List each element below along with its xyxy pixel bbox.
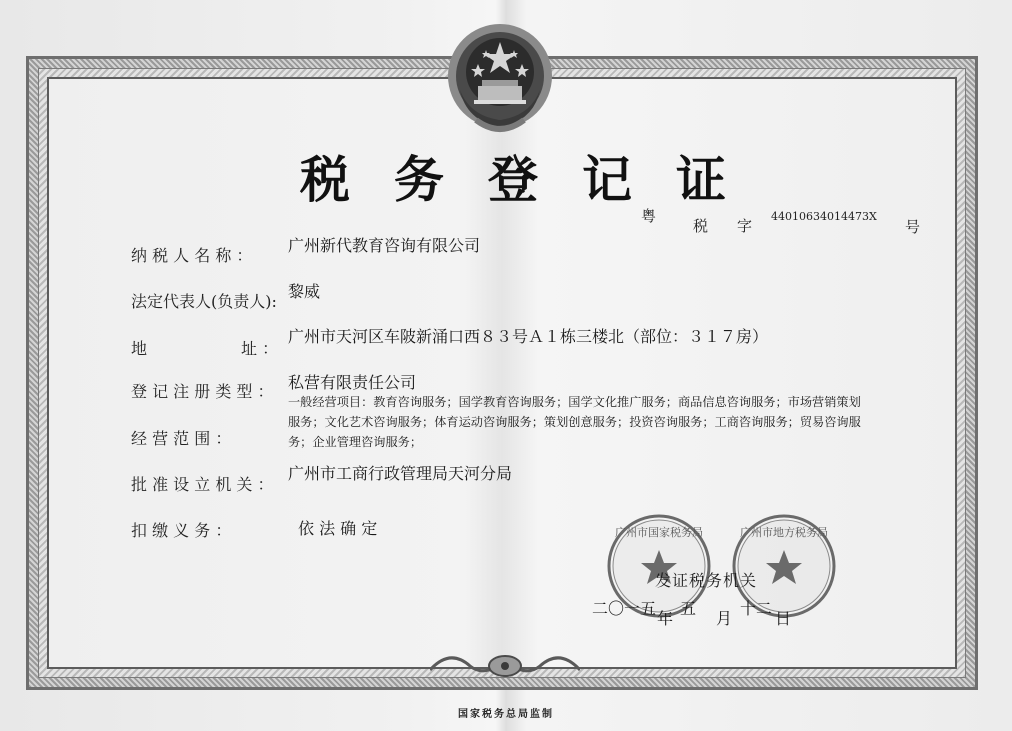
- issue-month-unit: 月: [716, 609, 733, 628]
- approval-label: 批 准 设 立 机 关 ：: [131, 475, 274, 494]
- supervision-footer: 国家税务总局监制: [458, 709, 554, 720]
- svg-text:广州市国家税务局: 广州市国家税务局: [615, 526, 703, 539]
- certificate-title: 税务登记证: [300, 151, 770, 209]
- issue-year: 二〇一五: [592, 599, 657, 618]
- issue-day: 十二: [740, 599, 773, 618]
- number-suffix: 号: [905, 218, 921, 236]
- certificate-number: 44010634014473X: [771, 210, 877, 223]
- issue-day-unit: 日: [775, 609, 792, 628]
- withholding-label: 扣 缴 义 务 ：: [131, 521, 232, 540]
- business-scope: [288, 392, 950, 452]
- withholding-value: 依 法 确 定: [298, 519, 378, 538]
- number-char: 字: [737, 217, 753, 235]
- scope-line: 服务；文化艺术咨询服务；体育运动咨询服务；策划创意服务；投资咨询服务；工商咨询服务；贸易咨询服: [288, 415, 861, 429]
- issue-year-unit: 年: [657, 609, 674, 628]
- national-emblem-icon: [446, 20, 554, 138]
- address-label: 地: [131, 339, 148, 358]
- issue-month: 五: [680, 599, 697, 618]
- scope-line: 一般经营项目：教育咨询服务；国学教育咨询服务；国学文化推广服务；商品信息咨询服务；市场营销策划: [288, 395, 861, 409]
- legal-rep-label: 法定代表人(负责人):: [131, 292, 277, 311]
- number-prefix: 粤: [641, 207, 657, 225]
- reg-type: 私营有限责任公司: [288, 373, 417, 392]
- bottom-ornament-icon: [430, 648, 580, 682]
- scope-label: 经 营 范 围 ：: [131, 429, 232, 448]
- address-label-tail: 址 ：: [241, 339, 279, 358]
- issuing-authority: 发证税务机关: [655, 571, 758, 590]
- reg-type-label: 登 记 注 册 类 型 ：: [131, 382, 274, 401]
- approval-authority: 广州市工商行政管理局天河分局: [288, 464, 513, 483]
- scope-line: 务；企业管理咨询服务；: [288, 435, 423, 449]
- number-tax: 税: [693, 217, 709, 235]
- taxpayer-name-label: 纳 税 人 名 称 ：: [131, 246, 253, 265]
- address: 广州市天河区车陂新涌口西８３号Ａ１栋三楼北（部位：３１７房）: [288, 327, 769, 346]
- legal-rep: 黎威: [288, 282, 321, 301]
- svg-text:广州市地方税务局: 广州市地方税务局: [740, 526, 828, 539]
- taxpayer-name: 广州新代教育咨询有限公司: [288, 236, 481, 255]
